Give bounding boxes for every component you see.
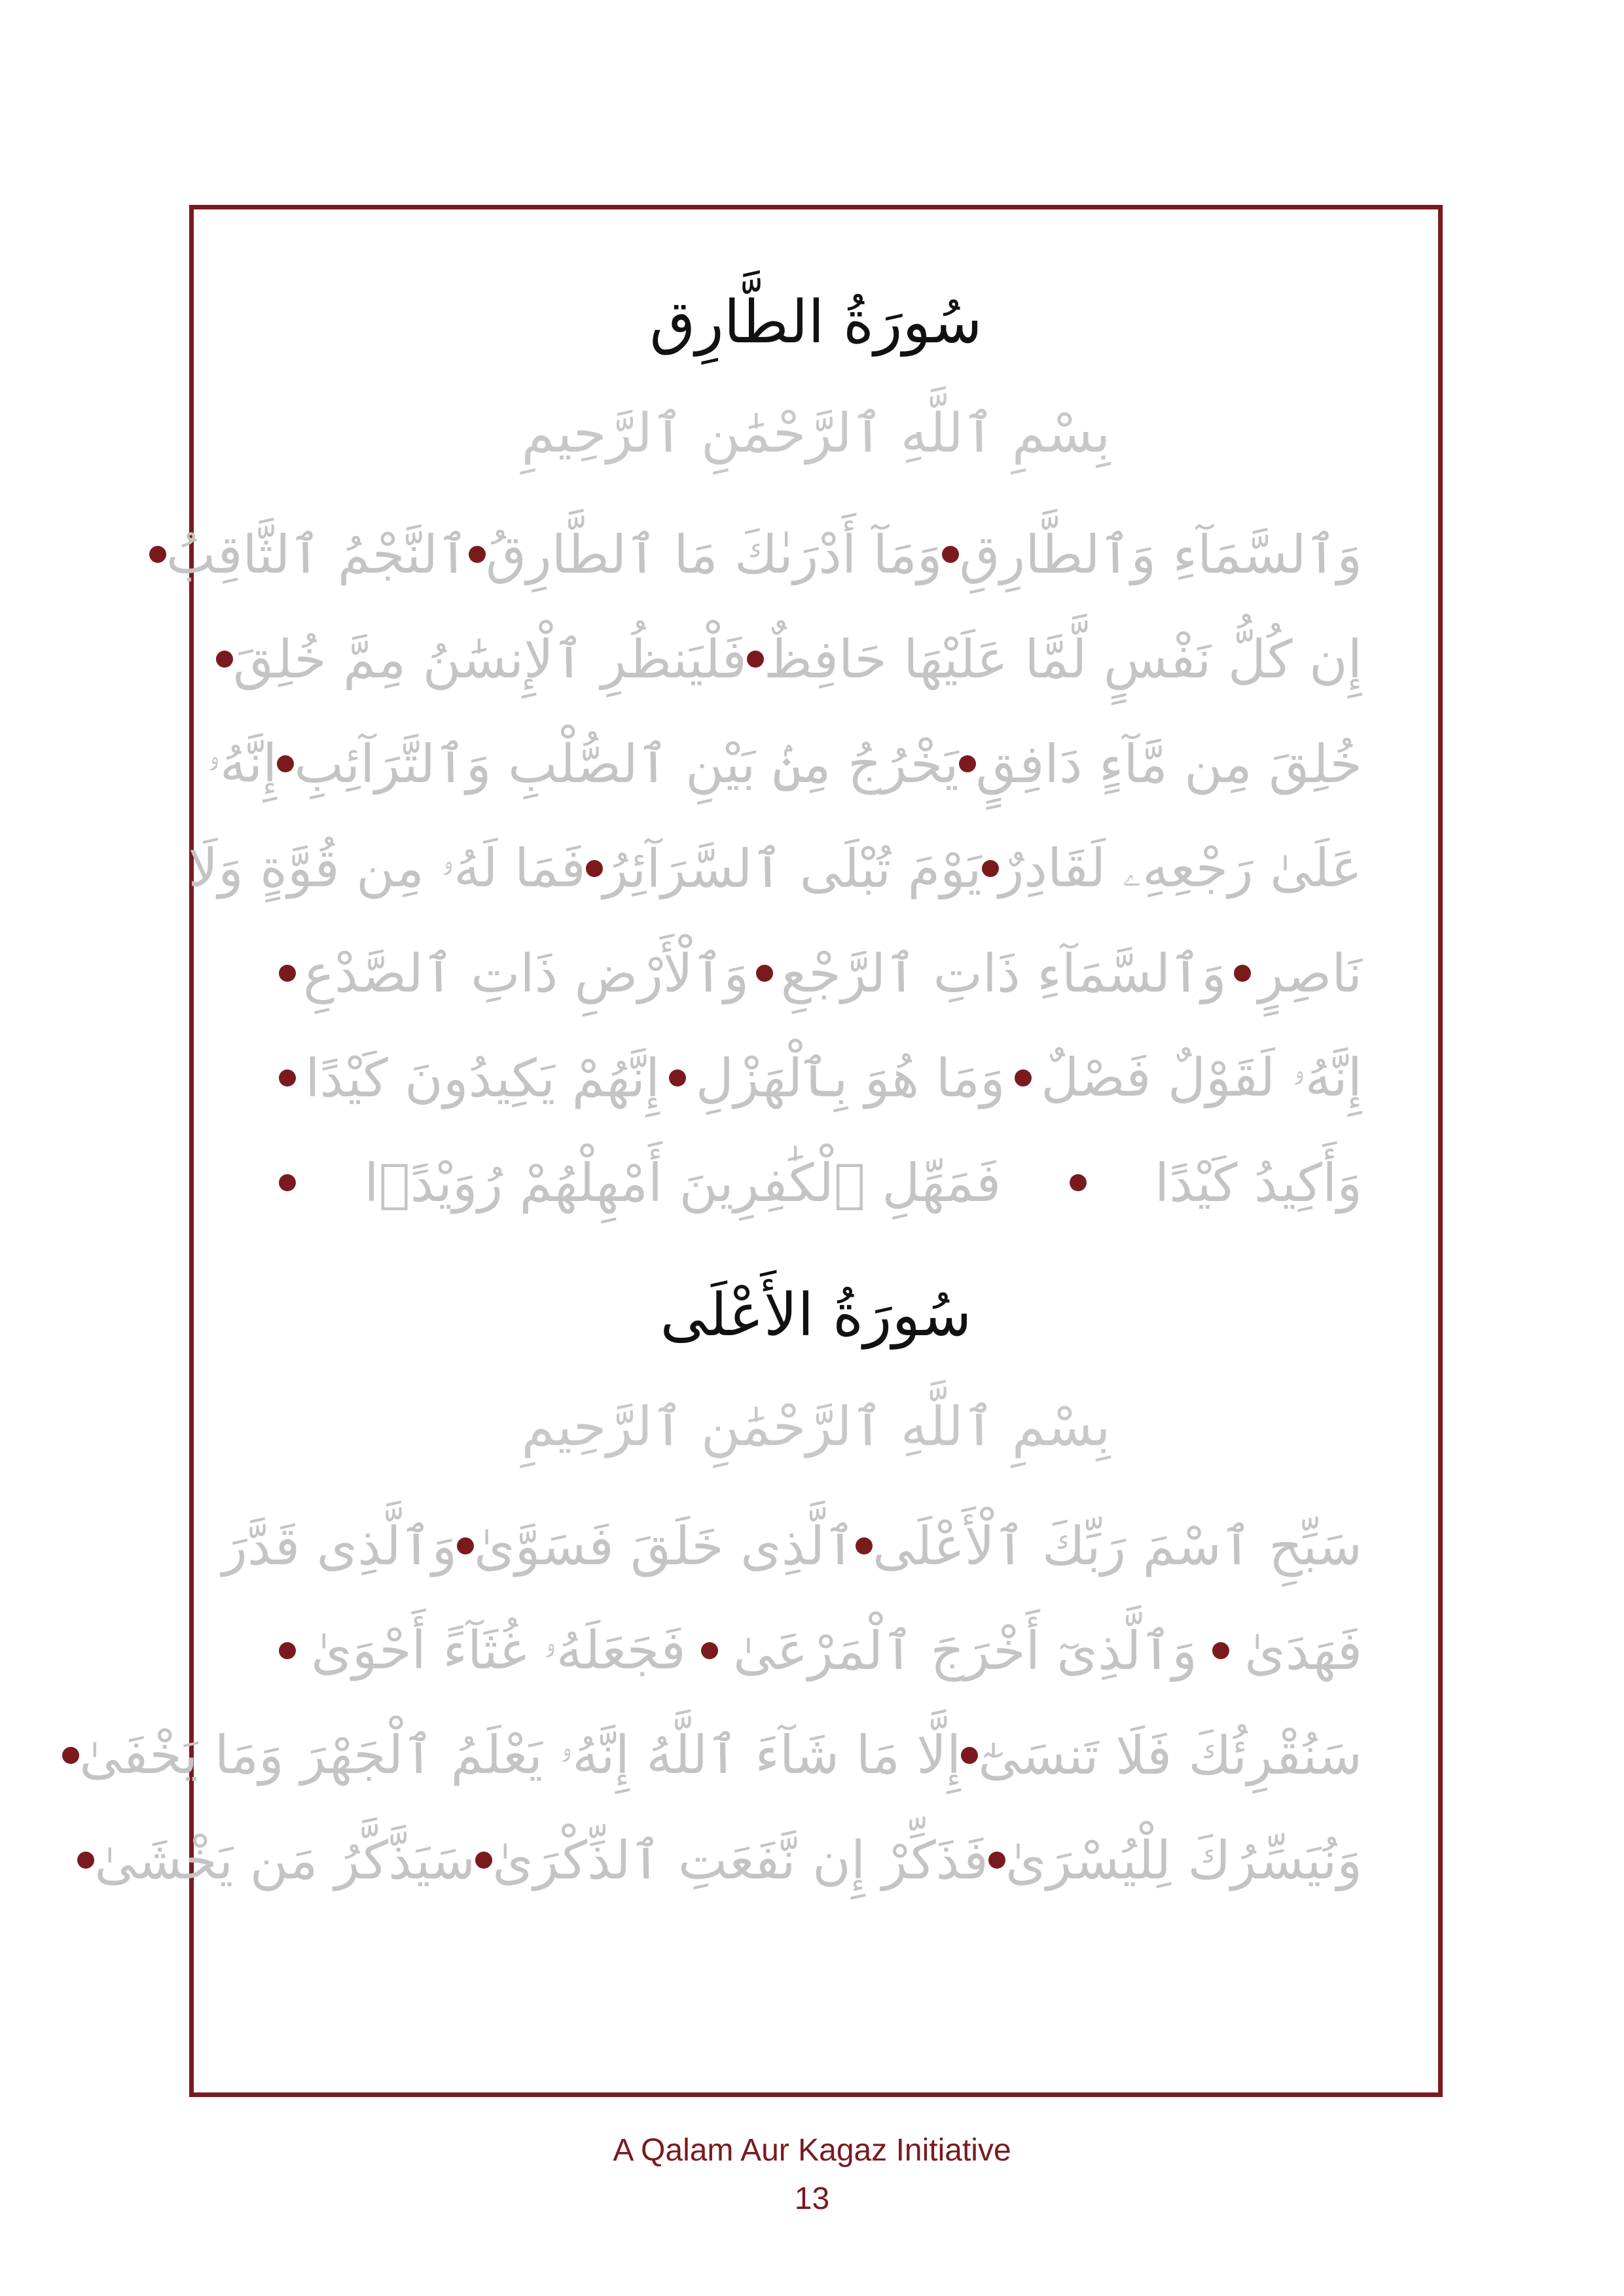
verse-segment: إِنَّهُۥ (206, 733, 278, 794)
verse-segment: وَأَكِيدُ كَيْدًا (1155, 1152, 1362, 1213)
verse-segment: فَمَهِّلِ ٱلْكَٰفِرِينَ أَمْهِلْهُمْ رُوَيْدًۢا (364, 1152, 1001, 1213)
verse-separator-dot (277, 755, 294, 772)
verse-separator-dot (475, 1852, 492, 1869)
verse-segment: يَخْرُجُ مِنۢ بَيْنِ ٱلصُّلْبِ وَٱلتَّرَآئِبِ (294, 733, 959, 795)
verse-separator-dot (457, 1537, 474, 1554)
verse-separator-dot (149, 546, 166, 563)
verse-segment: وَٱلسَّمَآءِ ذَاتِ ٱلرَّجْعِ (780, 942, 1227, 1004)
verse-separator-dot (701, 1642, 718, 1659)
verse-segment: ٱلنَّجْمُ ٱلثَّاقِبُ (166, 524, 469, 585)
verse-segment: عَلَىٰ رَجْعِهِۦ لَقَادِرٌ (998, 838, 1362, 899)
verse-segment: إِلَّا مَا شَآءَ ٱللَّهُ إِنَّهُۥ يَعْلَمُ ٱلْجَهْرَ وَمَا يَخْفَىٰ (79, 1725, 962, 1785)
verse-separator-dot (747, 651, 764, 668)
verse-segment: وَمَا هُوَ بِٱلْهَزْلِ (695, 1047, 1005, 1109)
surah-title-ala: سُورَةُ الأَعْلَى (660, 1281, 972, 1350)
verse-separator-dot (1234, 965, 1251, 982)
verse-line (206, 725, 1362, 803)
basmala-ala: بِسْمِ ٱللَّهِ ٱلرَّحْمَٰنِ ٱلرَّحِيمِ (521, 1396, 1111, 1458)
verse-line (279, 1039, 1362, 1117)
verse-separator-dot (961, 1747, 978, 1764)
verse-line (94, 1821, 1362, 1899)
verse-segment: وَٱلسَّمَآءِ وَٱلطَّارِقِ (959, 524, 1362, 585)
verse-segment: وَٱلَّذِىٓ أَخْرَجَ ٱلْمَرْعَىٰ (732, 1620, 1197, 1681)
verse-segment: إِن كُلُّ نَفْسٍ لَّمَّا عَلَيْهَا حَافِظٌ (763, 628, 1362, 690)
verse-segment: وَٱلَّذِى قَدَّرَ (222, 1515, 458, 1577)
verse-separator-dot (1070, 1174, 1087, 1191)
verse-separator-dot (279, 1069, 296, 1086)
verse-segment: فَجَعَلَهُۥ غُثَآءً أَحْوَىٰ (311, 1620, 686, 1681)
verse-segment: إِنَّهُۥ لَقَوْلٌ فَصْلٌ (1041, 1047, 1362, 1108)
verse-separator-dot (942, 546, 959, 563)
verse-line (79, 1716, 1362, 1795)
verse-segment: وَٱلْأَرْضِ ذَاتِ ٱلصَّدْعِ (303, 942, 749, 1004)
verse-segment: وَمَآ أَدْرَىٰكَ مَا ٱلطَّارِقُ (485, 524, 943, 585)
verse-segment: سَبِّحِ ٱسْمَ رَبِّكَ ٱلْأَعْلَى (873, 1515, 1362, 1577)
footer-initiative: A Qalam Aur Kagaz Initiative (613, 2133, 1011, 2168)
verse-line (279, 1143, 1362, 1222)
verse-separator-dot (1212, 1642, 1229, 1659)
verse-separator-dot (279, 1174, 296, 1191)
verse-separator-dot (959, 755, 976, 772)
verse-separator-dot (216, 651, 233, 668)
verse-separator-dot (1015, 1069, 1032, 1086)
verse-segment: فَمَا لَهُۥ مِن قُوَّةٍ وَلَا (188, 838, 586, 899)
verse-line (279, 934, 1362, 1013)
verse-segment: نَاصِرٍ (1258, 942, 1362, 1004)
verse-separator-dot (756, 965, 773, 982)
verse-segment: إِنَّهُمْ يَكِيدُونَ كَيْدًا (305, 1047, 660, 1109)
verse-separator-dot (469, 546, 486, 563)
verse-separator-dot (982, 860, 999, 877)
verse-separator-dot (586, 860, 603, 877)
verse-separator-dot (856, 1537, 873, 1554)
verse-separator-dot (62, 1747, 79, 1764)
verse-line (222, 1507, 1362, 1585)
verse-separator-dot (279, 1642, 296, 1659)
verse-separator-dot (77, 1852, 94, 1869)
verse-segment: ٱلَّذِى خَلَقَ فَسَوَّىٰ (474, 1515, 856, 1577)
page-frame (79, 205, 1443, 2097)
basmala-tariq: بِسْمِ ٱللَّهِ ٱلرَّحْمَٰنِ ٱلرَّحِيمِ (521, 403, 1111, 465)
verse-segment: خُلِقَ مِن مَّآءٍ دَافِقٍ (975, 733, 1362, 795)
verse-segment: فَهَدَىٰ (1244, 1620, 1362, 1681)
verse-segment: سَنُقْرِئُكَ فَلَا تَنسَىٰٓ (978, 1725, 1362, 1786)
verse-separator-dot (279, 965, 296, 982)
verse-line (188, 829, 1362, 908)
verse-segment: فَذَكِّرْ إِن نَّفَعَتِ ٱلذِّكْرَىٰ (492, 1829, 988, 1891)
verse-line (233, 620, 1362, 698)
page-number: 13 (794, 2181, 830, 2216)
verse-line (166, 515, 1362, 594)
verse-separator-dot (988, 1852, 1005, 1869)
surah-title-tariq: سُورَةُ الطَّارِق (649, 288, 983, 357)
verse-separator-dot (669, 1069, 686, 1086)
verse-line (279, 1611, 1362, 1690)
verse-segment: سَيَذَّكَّرُ مَن يَخْشَىٰ (94, 1829, 476, 1891)
verse-segment: فَلْيَنظُرِ ٱلْإِنسَٰنُ مِمَّ خُلِقَ (233, 628, 747, 690)
verse-segment: يَوْمَ تُبْلَى ٱلسَّرَآئِرُ (602, 838, 982, 899)
verse-segment: وَنُيَسِّرُكَ لِلْيُسْرَىٰ (1005, 1829, 1362, 1891)
